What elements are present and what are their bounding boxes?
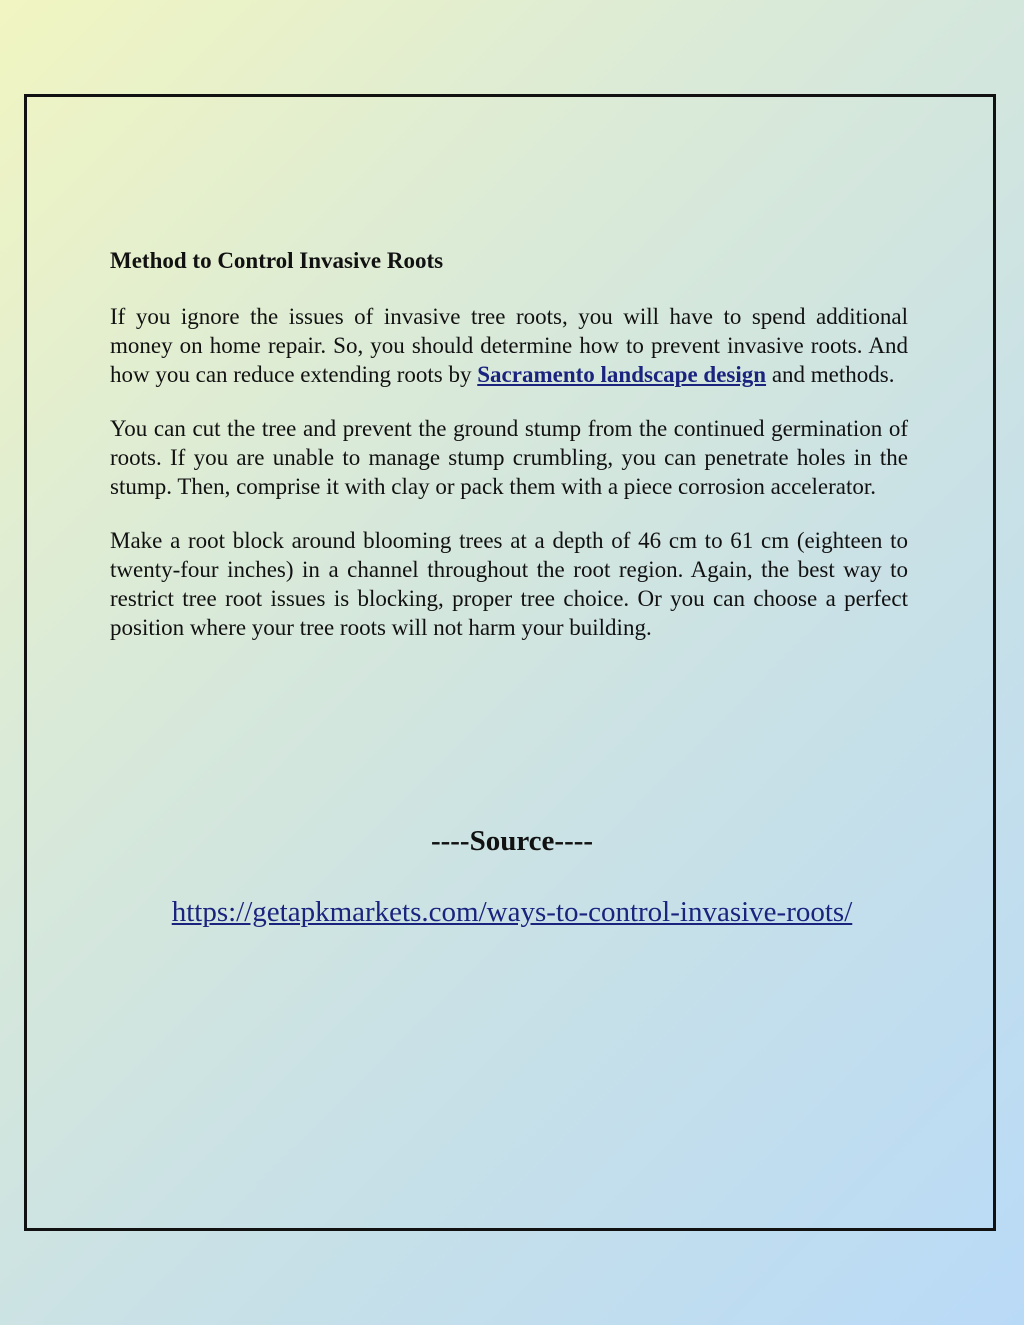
- paragraph-root-block: Make a root block around blooming trees at a depth of 46 cm to 61 cm (eighteen to twenty-four inches) in a channel throughout the root region. Again, the best way to restrict tree root issues is blocking, proper tree choice. Or you can choose a perfect position where your tree roots will not harm your building.: [110, 528, 908, 640]
- paragraph-intro: [110, 302, 908, 389]
- source-url-paragraph: [0, 894, 1024, 930]
- paragraph-intro-text-after: and methods.: [766, 362, 895, 387]
- article-body: [110, 245, 908, 642]
- source-url-link[interactable]: https://getapkmarkets.com/ways-to-control-invasive-roots/: [171, 896, 853, 928]
- source-heading: ----Source----: [430, 825, 594, 857]
- article-heading: Method to Control Invasive Roots: [110, 248, 444, 273]
- sacramento-landscape-design-link[interactable]: Sacramento landscape design: [477, 362, 767, 387]
- paragraph-intro-text-before: If you ignore the issues of invasive tree roots, you will have to spend additional money on home repair. So, you should determine how to prevent invasive roots. And how you can reduce extending roots by: [110, 304, 908, 387]
- paragraph-stump: You can cut the tree and prevent the ground stump from the continued germination of roots. If you are unable to manage stump crumbling, you can penetrate holes in the stump. Then, comprise it with clay or pack them with a piece corrosion accelerator.: [110, 416, 908, 499]
